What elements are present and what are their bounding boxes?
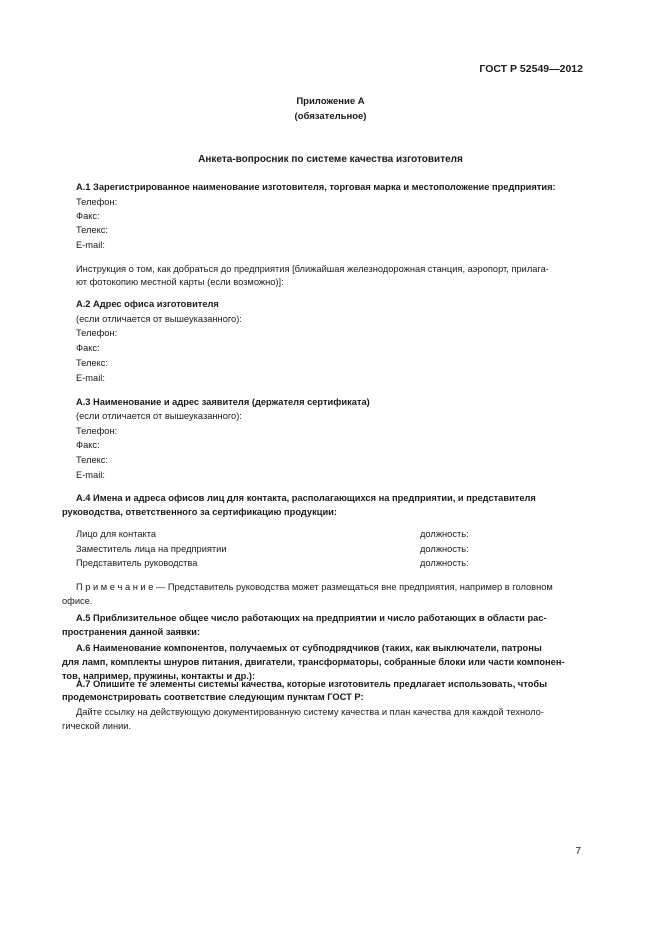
section-a5-line2: пространения данной заявки:: [62, 627, 201, 637]
contact-position-label: должность:: [420, 529, 469, 539]
a2-fax-label: Факс:: [76, 343, 100, 353]
a2-phone-label: Телефон:: [76, 328, 118, 338]
a2-note: (если отличается от вышеуказанного):: [76, 314, 242, 324]
a1-phone-label: Телефон:: [76, 197, 118, 207]
section-a6-line2: для ламп, комплекты шнуров питания, двигатели, трансформаторы, собранные блоки или части компонен-: [62, 657, 565, 667]
page-number: 7: [575, 846, 581, 857]
a2-telex-label: Телекс:: [76, 358, 109, 368]
a2-email-label: E-mail:: [76, 373, 105, 383]
section-a4-heading-line2: руководства, ответственного за сертификацию продукции:: [62, 507, 337, 517]
contact-role: Лицо для контакта: [76, 529, 157, 539]
document-number: ГОСТ Р 52549—2012: [479, 63, 583, 75]
a3-phone-label: Телефон:: [76, 426, 118, 436]
section-a4-heading-line1: А.4 Имена и адреса офисов лиц для контакта, располагающихся на предприятии, и представителя: [76, 493, 536, 503]
a4-note-line2: офисе.: [62, 596, 93, 606]
a1-email-label: E-mail:: [76, 240, 105, 250]
a3-telex-label: Телекс:: [76, 455, 109, 465]
section-a7-line2: продемонстрировать соответствие следующим пунктам ГОСТ Р:: [62, 692, 364, 702]
a4-note-line1: П р и м е ч а н и е — Представитель руководства может размещаться вне предприятия, например в головном: [76, 582, 553, 592]
section-a6-line1: А.6 Наименование компонентов, получаемых от субподрядчиков (таких, как выключатели, патроны: [76, 643, 542, 653]
a1-instruction-line2: ют фотокопию местной карты (если возможно)]:: [76, 277, 284, 287]
contact-role: Заместитель лица на предприятии: [76, 544, 227, 554]
annex-title: Приложение А: [296, 96, 365, 107]
a7-text-line2: гической линии.: [62, 721, 132, 731]
a3-fax-label: Факс:: [76, 440, 100, 450]
section-a1-heading: А.1 Зарегистрированное наименование изготовителя, торговая марка и местоположение предприятия:: [76, 182, 556, 192]
section-a7-line1: А.7 Опишите те элементы системы качества, которые изготовитель предлагает использовать, чтобы: [76, 679, 548, 689]
section-a5-line1: А.5 Приблизительное общее число работающих на предприятии и число работающих в области рас-: [76, 613, 547, 623]
a1-fax-label: Факс:: [76, 211, 100, 221]
annex-status: (обязательное): [294, 111, 367, 122]
a1-telex-label: Телекс:: [76, 225, 109, 235]
a7-text-line1: Дайте ссылку на действующую документированную систему качества и план качества для каждой техноло-: [76, 707, 544, 717]
a1-instruction-line1: Инструкция о том, как добраться до предприятия [ближайшая железнодорожная станция, аэропорт, прилага-: [76, 264, 549, 274]
contact-role: Представитель руководства: [76, 558, 198, 568]
a3-email-label: E-mail:: [76, 470, 105, 480]
contact-position-label: должность:: [420, 544, 469, 554]
questionnaire-title: Анкета-вопросник по системе качества изготовителя: [198, 154, 463, 165]
section-a6-line3: тов, например, пружины, контакты и др.):: [62, 671, 256, 681]
a3-note: (если отличается от вышеуказанного):: [76, 411, 242, 421]
section-a3-heading: А.3 Наименование и адрес заявителя (держателя сертификата): [76, 397, 370, 407]
section-a2-heading: А.2 Адрес офиса изготовителя: [76, 299, 219, 309]
contact-position-label: должность:: [420, 558, 469, 568]
